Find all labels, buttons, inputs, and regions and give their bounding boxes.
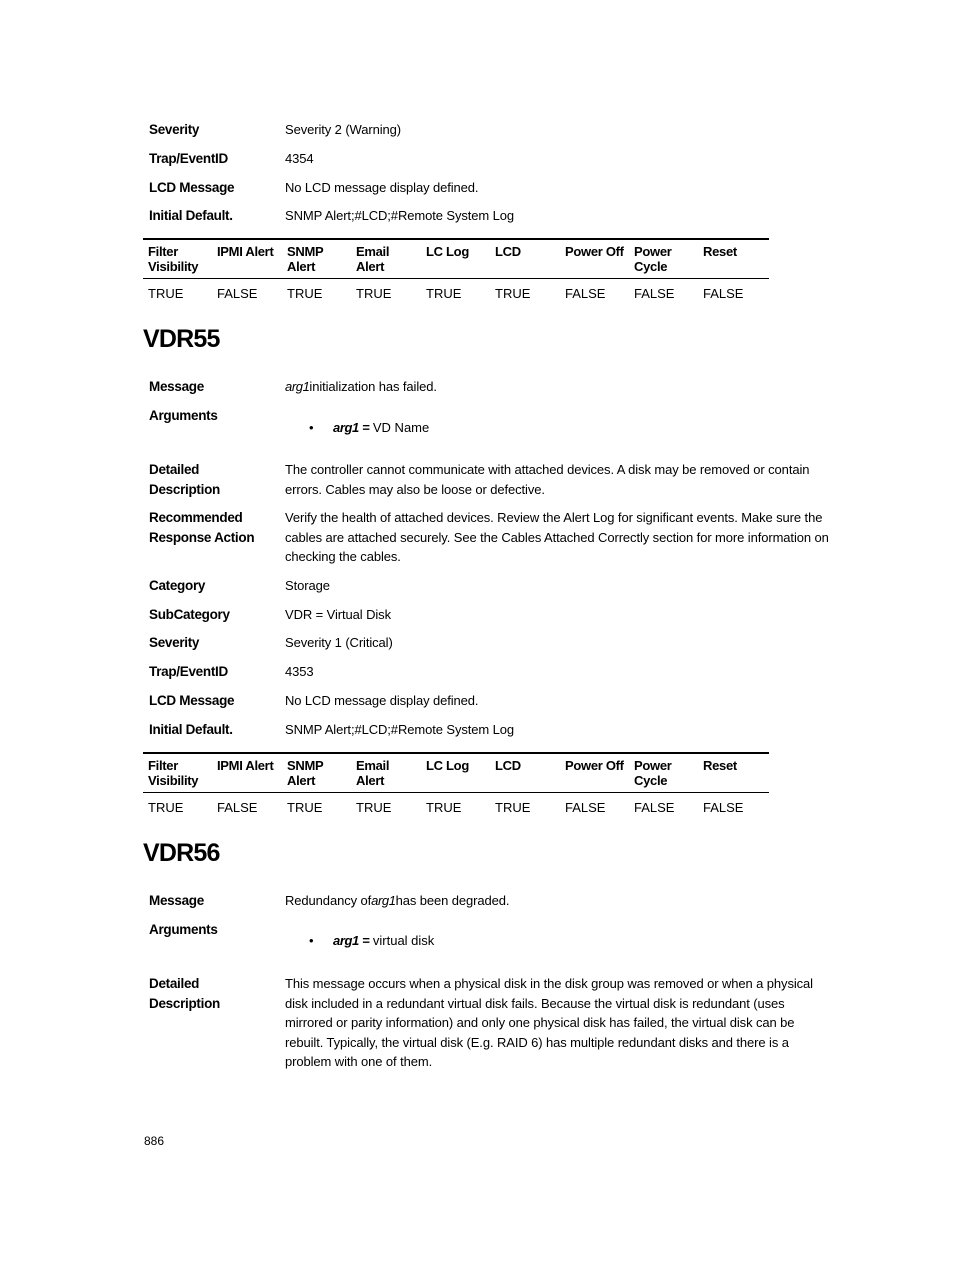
table-cell: TRUE: [495, 286, 531, 301]
field-label: Arguments: [149, 922, 218, 937]
table-cell: TRUE: [356, 286, 392, 301]
field-label: Message: [149, 379, 204, 394]
table-cell: FALSE: [217, 286, 258, 301]
field-label: Initial Default.: [149, 722, 233, 737]
argument-value: virtual disk: [372, 933, 435, 948]
table-header: Filter Visibility: [148, 244, 199, 274]
field-value: This message occurs when a physical disk in the disk group was removed or when a physical disk included in a redundant virtual disk fails. Because the virtual disk is redundant (uses mirrored or parity information) and only one physical disk has failed, the virtual disk can be rebuilt. Typically, the virtual disk (E.g. RAID 6) has multiple redundant disks and there is a problem with one of them.: [285, 976, 813, 1069]
field-value: SNMP Alert;#LCD;#Remote System Log: [285, 208, 515, 223]
field-label: LCD Message: [149, 693, 235, 708]
table-cell: TRUE: [426, 800, 462, 815]
bullet-icon: •: [309, 420, 314, 435]
table-cell: FALSE: [703, 800, 744, 815]
table-header: Power Off: [565, 758, 624, 773]
message-arg: arg1: [285, 379, 310, 394]
field-label: LCD Message: [149, 180, 235, 195]
field-value: The controller cannot communicate with attached devices. A disk may be removed or contain errors. Cables may also be loose or defective.: [285, 462, 810, 497]
field-label: SubCategory: [149, 607, 230, 622]
table-cell: TRUE: [495, 800, 531, 815]
message-text: initialization has failed.: [309, 379, 437, 394]
field-value: No LCD message display defined.: [285, 693, 479, 708]
table-cell: FALSE: [703, 286, 744, 301]
field-label: Trap/EventID: [149, 664, 228, 679]
message-prefix: Redundancy of: [285, 893, 372, 908]
field-value: VDR = Virtual Disk: [285, 607, 391, 622]
field-value: Storage: [285, 578, 330, 593]
field-label: Recommended Response Action: [149, 510, 255, 545]
table-header: Power Off: [565, 244, 624, 259]
table-cell: FALSE: [217, 800, 258, 815]
field-label: Severity: [149, 635, 200, 650]
message-arg: arg1: [371, 893, 396, 908]
argument-name: arg1 =: [333, 933, 370, 948]
field-value: Severity 2 (Warning): [285, 122, 401, 137]
table-cell: TRUE: [356, 800, 392, 815]
argument-name: arg1 =: [333, 420, 370, 435]
field-value: 4353: [285, 664, 314, 679]
field-label: Severity: [149, 122, 200, 137]
field-label: Initial Default.: [149, 208, 233, 223]
table-header: IPMI Alert: [217, 758, 274, 773]
field-value: 4354: [285, 151, 314, 166]
table-header: LCD: [495, 758, 521, 773]
table-header: LC Log: [426, 758, 469, 773]
field-label: Detailed Description: [149, 976, 220, 1011]
field-value: Verify the health of attached devices. Review the Alert Log for significant events. Make sure the cables are attached securely. See the Cables Attached Correctly section for more information on checking the cables.: [285, 510, 829, 564]
page-number: 886: [144, 1134, 165, 1148]
field-value: Severity 1 (Critical): [285, 635, 393, 650]
table-cell: FALSE: [634, 800, 675, 815]
table-header: SNMP Alert: [287, 244, 324, 274]
table-cell: TRUE: [287, 286, 323, 301]
table-header: LCD: [495, 244, 521, 259]
field-label: Detailed Description: [149, 462, 220, 497]
message-text: has been degraded.: [395, 893, 510, 908]
table-cell: TRUE: [148, 286, 184, 301]
table-header: LC Log: [426, 244, 469, 259]
field-value: SNMP Alert;#LCD;#Remote System Log: [285, 722, 515, 737]
field-label: Trap/EventID: [149, 151, 228, 166]
table-header: Power Cycle: [634, 758, 672, 788]
table-header: Email Alert: [356, 244, 390, 274]
field-label: Category: [149, 578, 206, 593]
field-label: Arguments: [149, 408, 218, 423]
table-header: Email Alert: [356, 758, 390, 788]
table-cell: TRUE: [426, 286, 462, 301]
field-value: [285, 891, 830, 911]
field-value: No LCD message display defined.: [285, 180, 479, 195]
table-header: Reset: [703, 758, 737, 773]
field-value: [285, 377, 830, 397]
table-cell: FALSE: [565, 286, 606, 301]
table-cell: TRUE: [287, 800, 323, 815]
table-header: SNMP Alert: [287, 758, 324, 788]
argument-value: VD Name: [372, 420, 430, 435]
section-title-vdr55: VDR55: [143, 325, 220, 353]
table-header: IPMI Alert: [217, 244, 274, 259]
table-cell: FALSE: [565, 800, 606, 815]
table-header: Reset: [703, 244, 737, 259]
field-label: Message: [149, 893, 204, 908]
table-cell: FALSE: [634, 286, 675, 301]
section-title-vdr56: VDR56: [143, 839, 220, 867]
table-header: Filter Visibility: [148, 758, 199, 788]
table-cell: TRUE: [148, 800, 184, 815]
bullet-icon: •: [309, 933, 314, 948]
table-header: Power Cycle: [634, 244, 672, 274]
